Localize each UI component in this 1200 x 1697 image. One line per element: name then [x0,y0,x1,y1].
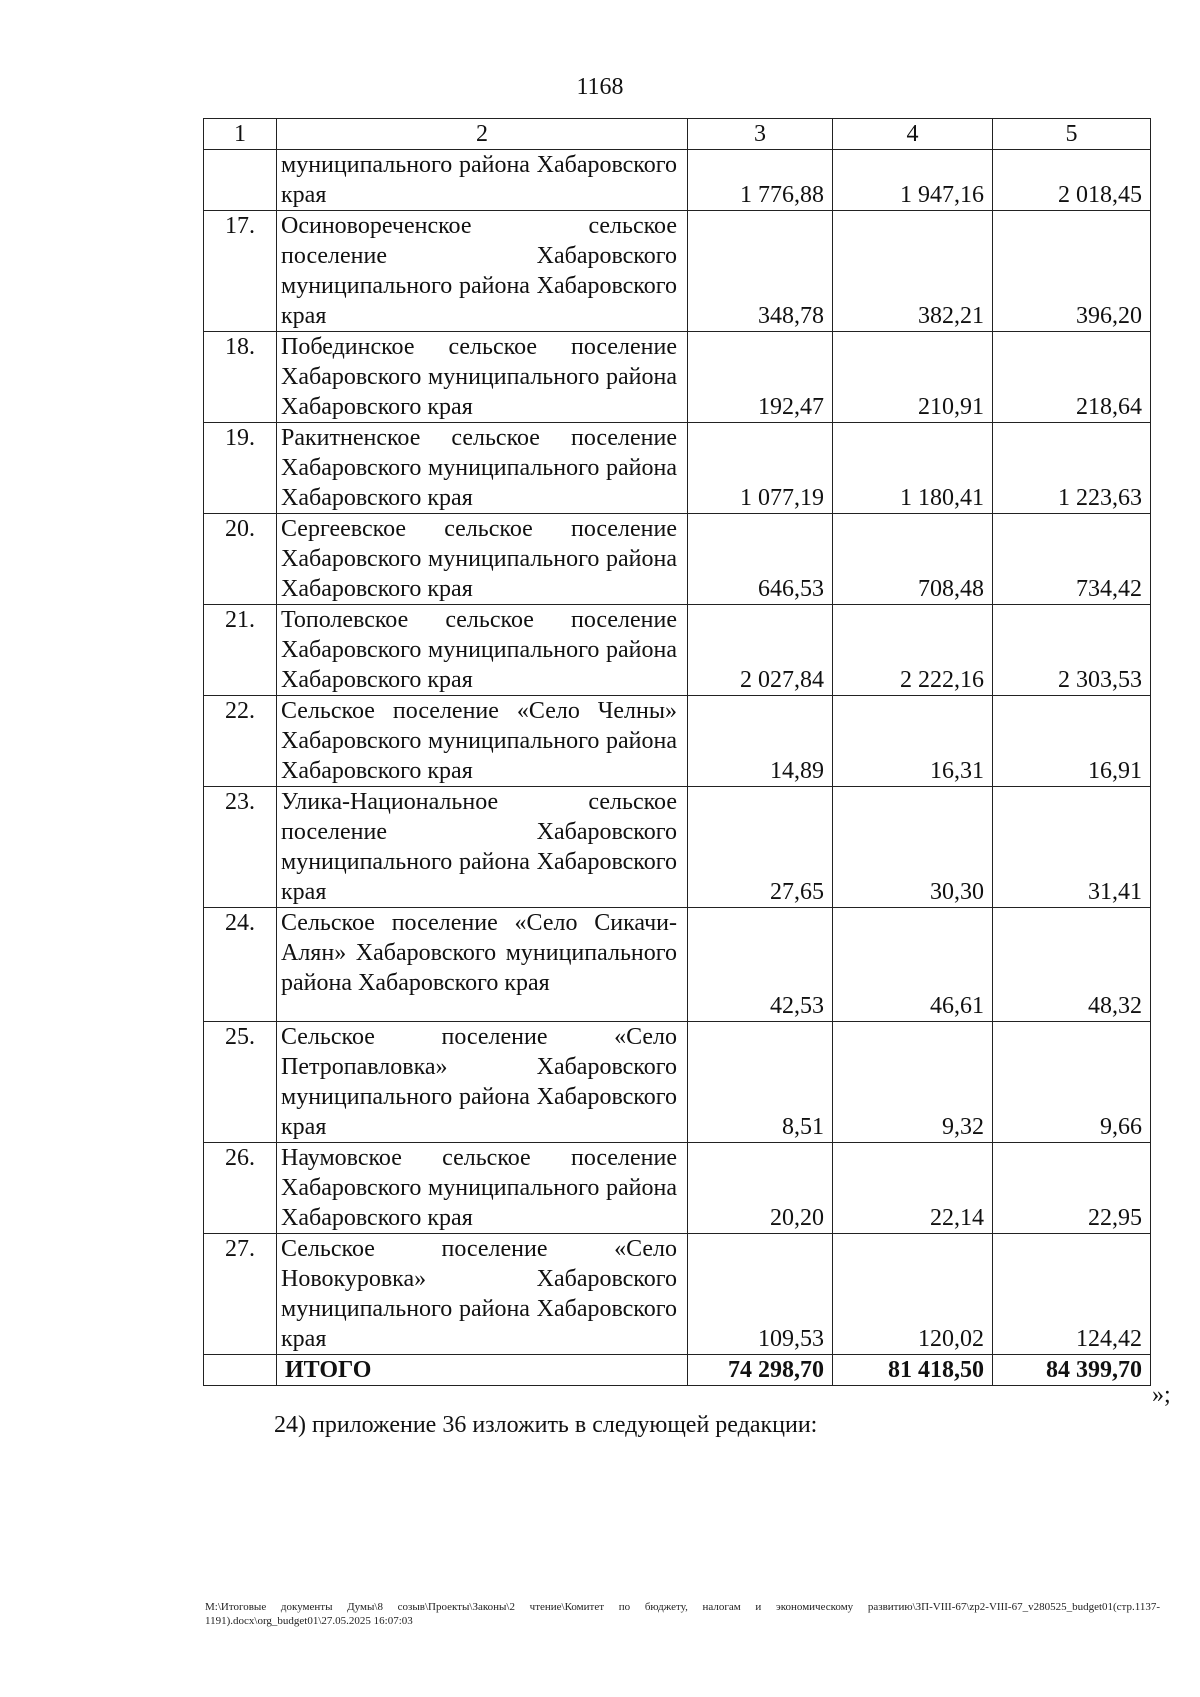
value-col-4: 1 180,41 [833,423,993,514]
municipality-name: Сельское поселение «Село Петропавловка» Хабаровского муниципального района Хабаровского края [277,1022,688,1143]
table-body [204,119,1151,1386]
municipality-name: муниципального района Хабаровского края [277,150,688,211]
table-header-row [204,119,1151,150]
value-col-3: 8,51 [688,1022,833,1143]
row-number: 19. [204,423,277,514]
value-col-3: 1 776,88 [688,150,833,211]
table-row [204,514,1151,605]
row-number: 26. [204,1143,277,1234]
value-col-4: 210,91 [833,332,993,423]
value-col-5: 1 223,63 [993,423,1151,514]
value-col-5: 396,20 [993,211,1151,332]
value-col-3: 348,78 [688,211,833,332]
value-col-4: 46,61 [833,908,993,1022]
row-number: 27. [204,1234,277,1355]
total-col-3: 74 298,70 [688,1355,833,1386]
row-number: 21. [204,605,277,696]
value-col-5: 16,91 [993,696,1151,787]
value-col-3: 646,53 [688,514,833,605]
value-col-5: 9,66 [993,1022,1151,1143]
municipality-name: Сергеевское сельское поселение Хабаровского муниципального района Хабаровского края [277,514,688,605]
total-col-4: 81 418,50 [833,1355,993,1386]
value-col-3: 14,89 [688,696,833,787]
value-col-5: 218,64 [993,332,1151,423]
page-number: 1168 [576,74,624,100]
amendment-note: 24) приложение 36 изложить в следующей редакции: [274,1412,818,1438]
row-number [204,150,277,211]
table-row [204,696,1151,787]
value-col-4: 22,14 [833,1143,993,1234]
total-number-cell [204,1355,277,1386]
table-row [204,423,1151,514]
municipality-name: Ракитненское сельское поселение Хабаровского муниципального района Хабаровского края [277,423,688,514]
value-col-3: 42,53 [688,908,833,1022]
table-row [204,605,1151,696]
municipality-name: Тополевское сельское поселение Хабаровского муниципального района Хабаровского края [277,605,688,696]
header-col-2: 2 [277,119,688,150]
value-col-4: 9,32 [833,1022,993,1143]
value-col-4: 16,31 [833,696,993,787]
table-row [204,332,1151,423]
value-col-3: 109,53 [688,1234,833,1355]
municipality-name: Осиновореченское сельское поселение Хабаровского муниципального района Хабаровского края [277,211,688,332]
table-row [204,787,1151,908]
value-col-4: 120,02 [833,1234,993,1355]
header-col-5: 5 [993,119,1151,150]
table-row [204,150,1151,211]
total-label: ИТОГО [277,1355,688,1386]
value-col-3: 1 077,19 [688,423,833,514]
municipality-name: Сельское поселение «Село Челны» Хабаровского муниципального района Хабаровского края [277,696,688,787]
value-col-5: 48,32 [993,908,1151,1022]
value-col-3: 192,47 [688,332,833,423]
value-col-5: 22,95 [993,1143,1151,1234]
value-col-3: 20,20 [688,1143,833,1234]
value-col-5: 31,41 [993,787,1151,908]
value-col-5: 2 018,45 [993,150,1151,211]
budget-table [203,118,1151,1386]
row-number: 23. [204,787,277,908]
row-number: 18. [204,332,277,423]
row-number: 17. [204,211,277,332]
municipality-name: Сельское поселение «Село Новокуровка» Хабаровского муниципального района Хабаровского края [277,1234,688,1355]
table-row [204,211,1151,332]
closing-quote-mark: »; [1152,1382,1171,1408]
municipality-name: Сельское поселение «Село Сикачи-Алян» Хабаровского муниципального района Хабаровского края [277,908,688,1022]
value-col-4: 2 222,16 [833,605,993,696]
table-row [204,908,1151,1022]
table-row [204,1022,1151,1143]
value-col-4: 1 947,16 [833,150,993,211]
total-row [204,1355,1151,1386]
value-col-5: 734,42 [993,514,1151,605]
header-col-1: 1 [204,119,277,150]
value-col-3: 2 027,84 [688,605,833,696]
header-col-4: 4 [833,119,993,150]
value-col-4: 30,30 [833,787,993,908]
file-path-footer: M:\Итоговые документы Думы\8 созыв\Проекты\Законы\2 чтение\Комитет по бюджету, налогам и экономическому развитию\ЗП-VIII-67\zp2-VIII-67_v280525_budget01(стр.1137-1191).docx\org_budget01\27.05.2025 16:07:03 [205,1601,1160,1627]
value-col-3: 27,65 [688,787,833,908]
value-col-5: 124,42 [993,1234,1151,1355]
row-number: 24. [204,908,277,1022]
value-col-5: 2 303,53 [993,605,1151,696]
row-number: 25. [204,1022,277,1143]
municipality-name: Улика-Национальное сельское поселение Хабаровского муниципального района Хабаровского края [277,787,688,908]
municipality-name: Побединское сельское поселение Хабаровского муниципального района Хабаровского края [277,332,688,423]
row-number: 22. [204,696,277,787]
total-col-5: 84 399,70 [993,1355,1151,1386]
value-col-4: 382,21 [833,211,993,332]
header-col-3: 3 [688,119,833,150]
row-number: 20. [204,514,277,605]
municipality-name: Наумовское сельское поселение Хабаровского муниципального района Хабаровского края [277,1143,688,1234]
table-row [204,1234,1151,1355]
table-row [204,1143,1151,1234]
value-col-4: 708,48 [833,514,993,605]
